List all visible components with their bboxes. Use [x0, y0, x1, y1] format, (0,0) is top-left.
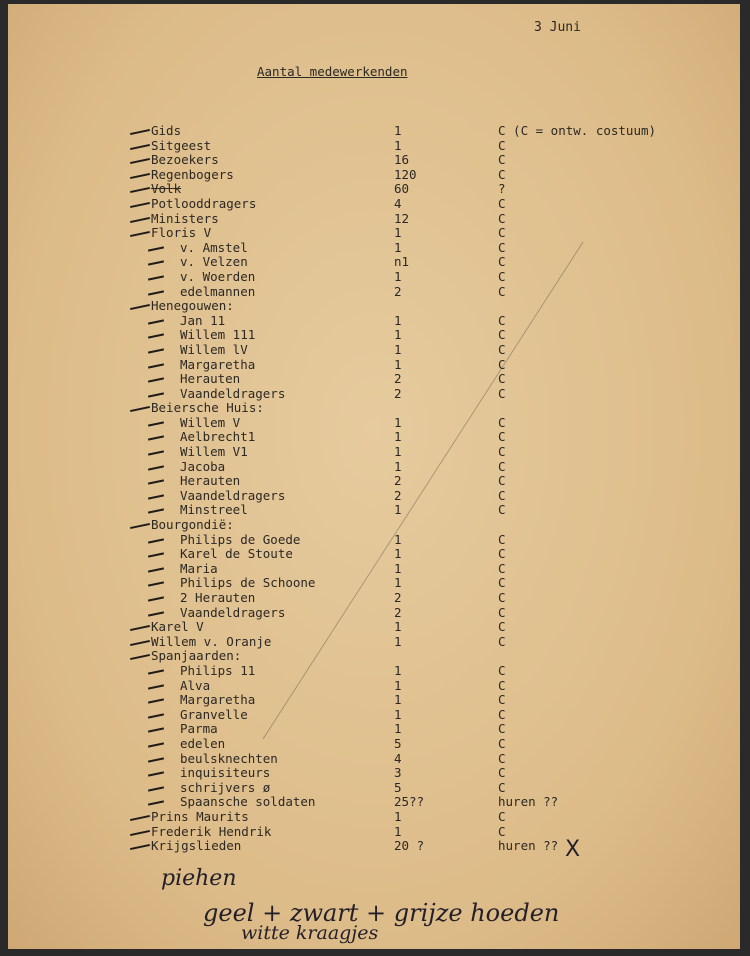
item-count: 16	[394, 152, 410, 168]
pen-tick-mark	[148, 377, 164, 382]
item-count: 1	[394, 677, 402, 693]
list-item	[8, 576, 740, 591]
item-costume-code: C	[498, 633, 506, 649]
pen-tick-mark	[148, 538, 164, 543]
item-costume-code: C	[498, 283, 506, 299]
item-name: Philips 11	[180, 662, 256, 678]
item-name: Willem v. Oranje	[151, 633, 272, 649]
item-costume-code: C	[498, 166, 506, 182]
item-costume-code: C	[498, 385, 506, 401]
list-item	[8, 314, 740, 329]
item-costume-code: huren ??	[498, 794, 559, 810]
item-costume-code: C	[498, 152, 506, 168]
pen-tick-mark	[148, 436, 164, 441]
list-item	[8, 139, 740, 154]
list-item	[8, 285, 740, 300]
item-name: Karel de Stoute	[180, 546, 293, 562]
list-item	[8, 124, 740, 139]
item-costume-code: C	[498, 677, 506, 693]
list-item	[8, 839, 740, 854]
pen-tick-mark	[130, 187, 150, 193]
pen-tick-mark	[148, 319, 164, 324]
list-item	[8, 474, 740, 489]
item-count: 2	[394, 283, 402, 299]
item-count: 20 ?	[394, 838, 425, 854]
list-item	[8, 255, 740, 270]
list-item	[8, 343, 740, 358]
item-costume-code: C	[498, 735, 506, 751]
item-name: Henegouwen:	[151, 298, 234, 314]
list-item	[8, 781, 740, 796]
item-name: v. Amstel	[180, 239, 248, 255]
item-count: 1	[394, 531, 402, 547]
pen-tick-mark	[148, 757, 164, 762]
item-name: beulsknechten	[180, 750, 278, 766]
item-costume-code: C	[498, 341, 506, 357]
pen-tick-mark	[130, 144, 150, 150]
item-name: Vaandeldragers	[180, 487, 286, 503]
item-name: Philips de Schoone	[180, 575, 316, 591]
item-costume-code: C	[498, 765, 506, 781]
item-name: v. Velzen	[180, 254, 248, 270]
pen-tick-mark	[148, 421, 164, 426]
item-name: Spanjaarden:	[151, 648, 242, 664]
item-name: Willem V1	[180, 444, 248, 460]
pen-tick-mark	[130, 815, 150, 821]
item-count: 2	[394, 371, 402, 387]
item-costume-code: C	[498, 327, 506, 343]
pen-tick-mark	[130, 173, 150, 179]
item-count: 1	[394, 239, 402, 255]
pen-tick-mark	[148, 611, 164, 616]
pen-tick-mark	[130, 304, 150, 310]
item-count: 1	[394, 444, 402, 460]
pen-tick-mark	[148, 582, 164, 587]
item-count: 1	[394, 137, 402, 153]
item-name: Maria	[180, 560, 218, 576]
item-name: Willem 111	[180, 327, 256, 343]
item-costume-code: ?	[498, 181, 506, 197]
list-item	[8, 226, 740, 241]
item-count: 1	[394, 808, 402, 824]
list-item	[8, 679, 740, 694]
item-costume-code: C	[498, 225, 506, 241]
item-costume-code: huren ??	[498, 838, 559, 854]
item-count: 1	[394, 546, 402, 562]
item-name: Margaretha	[180, 356, 256, 372]
item-costume-code: C	[498, 254, 506, 270]
item-count: 1	[394, 502, 402, 518]
item-name: Granvelle	[180, 706, 248, 722]
item-count: 5	[394, 735, 402, 751]
item-costume-code: C	[498, 575, 506, 591]
pen-tick-mark	[148, 742, 164, 747]
item-count: 1	[394, 575, 402, 591]
pen-tick-mark	[130, 406, 150, 412]
item-costume-code: C	[498, 721, 506, 737]
item-count: 2	[394, 604, 402, 620]
pen-tick-mark	[148, 669, 164, 674]
item-costume-code: C	[498, 356, 506, 372]
list-item	[8, 168, 740, 183]
item-name: Ministers	[151, 210, 219, 226]
list-item	[8, 810, 740, 825]
item-costume-code: C	[498, 137, 506, 153]
page-title: Aantal medewerkenden	[257, 64, 408, 79]
pen-tick-mark	[130, 844, 150, 850]
item-costume-code: C	[498, 429, 506, 445]
pen-tick-mark	[148, 786, 164, 791]
list-item	[8, 212, 740, 227]
item-costume-code: C	[498, 531, 506, 547]
item-name: inquisiteurs	[180, 765, 271, 781]
list-item	[8, 825, 740, 840]
item-name: Prins Maurits	[151, 808, 249, 824]
pen-tick-mark	[130, 217, 150, 223]
pen-tick-mark	[130, 202, 150, 208]
item-costume-code: C	[498, 444, 506, 460]
list-item	[8, 649, 740, 664]
item-costume-code: C	[498, 546, 506, 562]
item-count: 1	[394, 429, 402, 445]
list-item	[8, 460, 740, 475]
item-count: 1	[394, 560, 402, 576]
item-name: Philips de Goede	[180, 531, 301, 547]
list-item	[8, 372, 740, 387]
item-count: 120	[394, 166, 417, 182]
item-count: 1	[394, 268, 402, 284]
item-name: Frederik Hendrik	[151, 823, 272, 839]
item-count: 1	[394, 706, 402, 722]
pen-tick-mark	[148, 494, 164, 499]
list-item	[8, 752, 740, 767]
pen-tick-mark	[148, 801, 164, 806]
item-costume-code: C	[498, 590, 506, 605]
item-count: 4	[394, 195, 402, 211]
item-name: Jacoba	[180, 458, 226, 474]
list-item	[8, 693, 740, 708]
list-item	[8, 182, 740, 197]
pen-tick-mark	[148, 465, 164, 470]
item-count: n1	[394, 254, 410, 270]
list-item	[8, 708, 740, 723]
list-item	[8, 489, 740, 504]
list-item	[8, 518, 740, 533]
list-item	[8, 387, 740, 402]
list-item	[8, 635, 740, 650]
item-costume-code: C	[498, 706, 506, 722]
handwritten-note-3: witte kraagjes	[241, 922, 379, 944]
item-costume-code: C	[498, 487, 506, 503]
pen-tick-mark	[130, 625, 150, 631]
item-count: 1	[394, 123, 402, 138]
list-item	[8, 664, 740, 679]
item-count: 2	[394, 487, 402, 503]
item-costume-code: C	[498, 502, 506, 518]
item-count: 1	[394, 341, 402, 357]
pen-tick-mark	[148, 275, 164, 280]
item-count: 1	[394, 721, 402, 737]
item-count: 1	[394, 327, 402, 343]
item-name: Alva	[180, 677, 211, 693]
item-name: Regenbogers	[151, 166, 234, 182]
item-name: 2 Herauten	[180, 590, 256, 605]
list-item	[8, 620, 740, 635]
item-costume-code: C	[498, 312, 506, 328]
pen-tick-mark	[148, 684, 164, 689]
list-item	[8, 445, 740, 460]
item-name: Karel V	[151, 619, 204, 635]
item-name: schrijvers ø	[180, 779, 271, 795]
item-name: Margaretha	[180, 692, 256, 708]
item-name: Parma	[180, 721, 218, 737]
list-item	[8, 737, 740, 752]
item-count: 2	[394, 473, 402, 489]
item-name: Sitgeest	[151, 137, 212, 153]
item-costume-code: C	[498, 239, 506, 255]
item-name: Beiersche Huis:	[151, 400, 264, 416]
list-item	[8, 299, 740, 314]
pen-tick-mark	[148, 596, 164, 601]
list-item	[8, 358, 740, 373]
item-costume-code: C	[498, 458, 506, 474]
pen-tick-mark	[148, 246, 164, 251]
handwritten-note-2: geel + zwart + grijze hoeden	[203, 899, 560, 927]
item-costume-code: C	[498, 371, 506, 387]
pen-tick-mark	[148, 334, 164, 339]
item-costume-code: C	[498, 195, 506, 211]
list-item	[8, 270, 740, 285]
item-name: Herauten	[180, 473, 241, 489]
pen-tick-mark	[148, 699, 164, 704]
pen-tick-mark	[148, 771, 164, 776]
pen-tick-mark	[130, 829, 150, 835]
list-item	[8, 606, 740, 621]
pen-tick-mark	[130, 129, 150, 135]
pen-tick-mark	[130, 231, 150, 237]
item-count: 3	[394, 765, 402, 781]
item-name: Jan 11	[180, 312, 226, 328]
pen-tick-mark	[148, 480, 164, 485]
item-name: Gids	[151, 123, 182, 138]
item-name: Bezoekers	[151, 152, 219, 168]
item-name: Krijgslieden	[151, 838, 242, 854]
item-costume-code: C	[498, 619, 506, 635]
item-count: 1	[394, 662, 402, 678]
pen-tick-mark	[130, 640, 150, 646]
item-costume-code: C	[498, 414, 506, 430]
list-item	[8, 241, 740, 256]
item-name: Floris V	[151, 225, 212, 241]
participants-list	[8, 124, 740, 854]
list-item	[8, 562, 740, 577]
item-count: 1	[394, 823, 402, 839]
list-item	[8, 401, 740, 416]
item-costume-code: C	[498, 779, 506, 795]
handwritten-x-mark: X	[565, 837, 581, 862]
pen-tick-mark	[148, 392, 164, 397]
item-count: 4	[394, 750, 402, 766]
item-name: Volk	[151, 181, 182, 197]
item-costume-code: C	[498, 268, 506, 284]
item-name: Willem lV	[180, 341, 248, 357]
item-costume-code: C (C = ontw. costuum)	[498, 123, 657, 138]
pen-tick-mark	[130, 158, 150, 164]
item-count: 1	[394, 692, 402, 708]
list-item	[8, 503, 740, 518]
item-count: 25??	[394, 794, 425, 810]
list-item	[8, 197, 740, 212]
list-item	[8, 328, 740, 343]
item-count: 1	[394, 619, 402, 635]
page-date: 3 Juni	[534, 20, 581, 35]
item-name: Vaandeldragers	[180, 385, 286, 401]
item-name: Willem V	[180, 414, 241, 430]
item-name: Aelbrecht1	[180, 429, 256, 445]
item-costume-code: C	[498, 604, 506, 620]
item-name: Bourgondië:	[151, 517, 234, 533]
list-item	[8, 722, 740, 737]
list-item	[8, 533, 740, 548]
item-count: 60	[394, 181, 410, 197]
item-count: 1	[394, 225, 402, 241]
pen-tick-mark	[148, 567, 164, 572]
pen-tick-mark	[130, 523, 150, 529]
item-name: Minstreel	[180, 502, 248, 518]
pen-tick-mark	[148, 728, 164, 733]
pen-tick-mark	[130, 654, 150, 660]
pen-tick-mark	[148, 450, 164, 455]
item-count: 1	[394, 633, 402, 649]
handwritten-note-1: piehen	[161, 866, 237, 891]
item-name: edelen	[180, 735, 226, 751]
item-name: edelmannen	[180, 283, 256, 299]
pen-tick-mark	[148, 713, 164, 718]
list-item	[8, 153, 740, 168]
list-item	[8, 766, 740, 781]
item-count: 2	[394, 385, 402, 401]
item-costume-code: C	[498, 823, 506, 839]
list-item	[8, 416, 740, 431]
pen-tick-mark	[148, 363, 164, 368]
item-costume-code: C	[498, 692, 506, 708]
item-costume-code: C	[498, 473, 506, 489]
item-count: 1	[394, 356, 402, 372]
document-page	[8, 4, 740, 949]
pen-tick-mark	[148, 553, 164, 558]
item-costume-code: C	[498, 750, 506, 766]
item-count: 5	[394, 779, 402, 795]
item-count: 12	[394, 210, 410, 226]
pen-tick-mark	[148, 261, 164, 266]
item-costume-code: C	[498, 210, 506, 226]
item-count: 1	[394, 312, 402, 328]
pen-tick-mark	[148, 509, 164, 514]
item-name: Vaandeldragers	[180, 604, 286, 620]
item-name: Herauten	[180, 371, 241, 387]
item-costume-code: C	[498, 808, 506, 824]
item-count: 1	[394, 414, 402, 430]
item-name: Potlooddragers	[151, 195, 257, 211]
list-item	[8, 547, 740, 562]
item-name: Spaansche soldaten	[180, 794, 316, 810]
item-count: 1	[394, 458, 402, 474]
list-item	[8, 430, 740, 445]
item-costume-code: C	[498, 560, 506, 576]
list-item	[8, 795, 740, 810]
item-costume-code: C	[498, 662, 506, 678]
item-count: 2	[394, 590, 402, 605]
list-item	[8, 591, 740, 606]
pen-tick-mark	[148, 290, 164, 295]
item-name: v. Woerden	[180, 268, 256, 284]
pen-tick-mark	[148, 348, 164, 353]
